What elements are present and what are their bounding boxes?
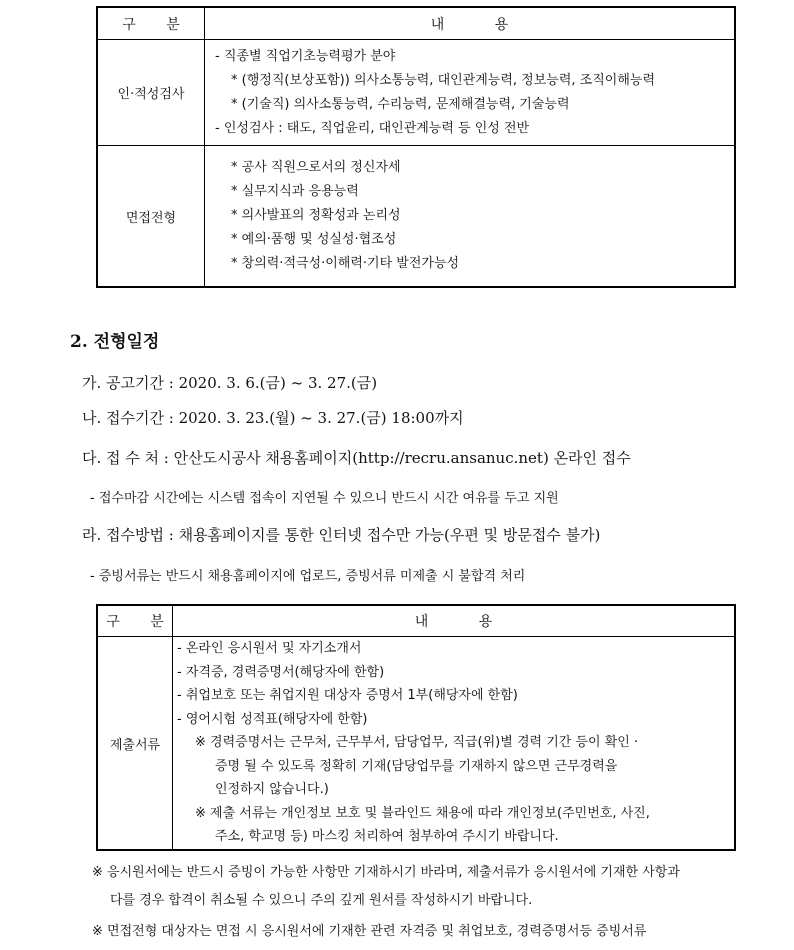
footnote: ※ 응시원서에는 반드시 증빙이 가능한 사항만 기재하시기 바라며, 제출서류가 응시원서에 기재한 사항과	[92, 865, 680, 880]
content-line: * 공사 직원으로서의 정신자세	[231, 160, 401, 175]
content-line: * 의사발표의 정확성과 논리성	[231, 208, 401, 223]
table-header-row	[97, 7, 735, 40]
row-content	[205, 146, 736, 288]
content-line: - 인성검사 : 태도, 직업윤리, 대인관계능력 등 인성 전반	[215, 120, 530, 136]
header-category	[97, 605, 173, 637]
content-line: - 자격증, 경력증명서(해당자에 한함)	[177, 664, 385, 680]
row-label: 제출서류	[97, 637, 173, 851]
content-line: - 영어시험 성적표(해당자에 한함)	[177, 711, 368, 727]
footnote: ※ 면접전형 대상자는 면접 시 응시원서에 기재한 관련 자격증 및 취업보호, 경력증명서등 증빙서류	[92, 924, 647, 939]
row-content	[205, 40, 736, 146]
header-category-text: 구 분	[122, 16, 180, 33]
schedule-item-receipt: 나. 접수기간 : 2020. 3. 23.(월) ~ 3. 27.(금) 18:00까지	[82, 409, 464, 427]
schedule-item-method: 라. 접수방법 : 채용홈페이지를 통한 인터넷 접수만 가능(우편 및 방문접수 불가)	[82, 526, 601, 544]
header-category-text: 구 분	[106, 614, 164, 630]
schedule-note: - 접수마감 시간에는 시스템 접속이 지연될 수 있으니 반드시 시간 여유를 두고 지원	[90, 491, 559, 506]
footnote: 다를 경우 합격이 취소될 수 있으니 주의 깊게 원서를 작성하시기 바랍니다.	[110, 893, 533, 908]
header-content	[205, 7, 736, 40]
table-row-documents	[97, 637, 735, 851]
content-line: ※ 경력증명서는 근무처, 근무부서, 담당업무, 직급(위)별 경력 기간 등이 확인 ·	[195, 735, 639, 751]
schedule-item-period: 가. 공고기간 : 2020. 3. 6.(금) ~ 3. 27.(금)	[82, 374, 378, 392]
content-line: ※ 제출 서류는 개인정보 보호 및 블라인드 채용에 따라 개인정보(주민번호, 사진,	[195, 805, 650, 821]
content-line: 증명 될 수 있도록 정확히 기재(담당업무를 기재하지 않으면 근무경력을	[215, 758, 618, 774]
header-content-text: 내 용	[430, 16, 509, 33]
content-line: * (기술직) 의사소통능력, 수리능력, 문제해결능력, 기술능력	[231, 96, 570, 112]
row-label: 인·적성검사	[97, 40, 205, 146]
content-line: - 직종별 직업기초능력평가 분야	[215, 48, 396, 64]
row-content	[173, 637, 736, 851]
screening-table	[96, 6, 736, 288]
content-line: 주소, 학교명 등) 마스킹 처리하여 첨부하여 주시기 바랍니다.	[215, 829, 559, 845]
content-line: - 온라인 응시원서 및 자기소개서	[177, 641, 362, 657]
content-line: * 실무지식과 응용능력	[231, 184, 359, 199]
content-line: 인정하지 않습니다.)	[215, 782, 329, 798]
table-row-aptitude	[97, 40, 735, 146]
row-label: 면접전형	[97, 146, 205, 288]
documents-table	[96, 604, 736, 851]
schedule-note: - 증빙서류는 반드시 채용홈페이지에 업로드, 증빙서류 미제출 시 불합격 처리	[90, 569, 526, 584]
header-category	[97, 7, 205, 40]
header-content-text: 내 용	[414, 614, 493, 630]
content-line: - 취업보호 또는 취업지원 대상자 증명서 1부(해당자에 한함)	[177, 688, 518, 704]
header-content	[173, 605, 736, 637]
content-line: * (행정직(보상포함)) 의사소통능력, 대인관계능력, 정보능력, 조직이해능력	[231, 72, 656, 88]
section-title: 2. 전형일정	[70, 332, 160, 352]
content-line: * 창의력·적극성·이해력·기타 발전가능성	[231, 256, 460, 271]
table-row-interview	[97, 146, 735, 288]
content-line: * 예의·품행 및 성실성·협조성	[231, 232, 397, 247]
table-header-row	[97, 605, 735, 637]
schedule-item-place: 다. 접 수 처 : 안산도시공사 채용홈페이지(http://recru.ansanuc.net) 온라인 접수	[82, 449, 631, 467]
